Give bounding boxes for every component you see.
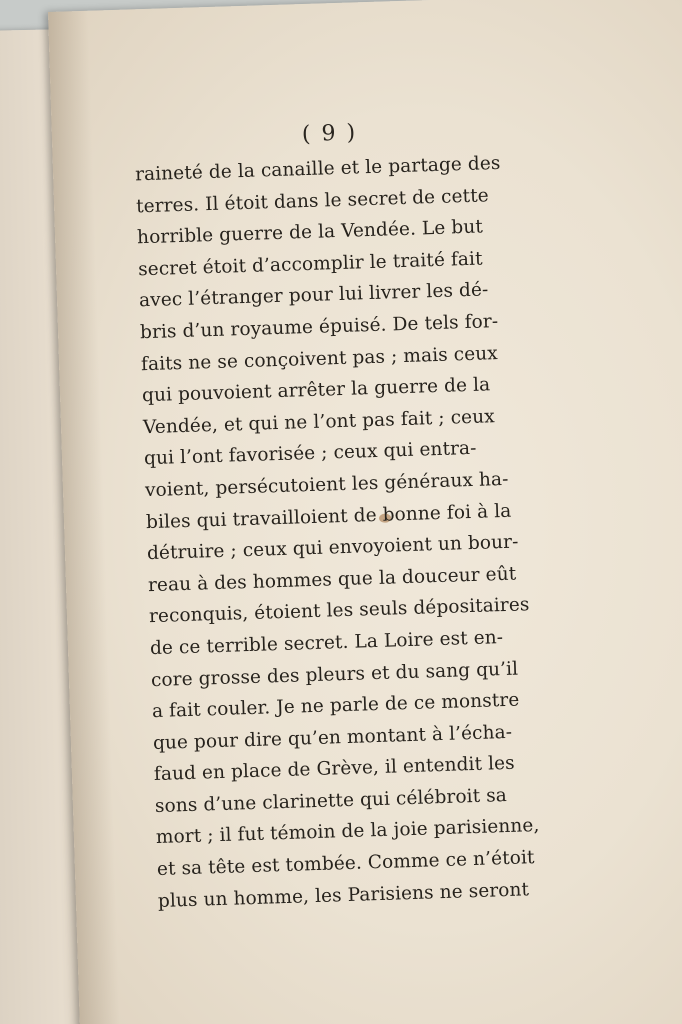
text-line: reau à des hommes que la douceur eût bbox=[147, 563, 517, 596]
text-line: et sa tête est tombée. Comme ce n’étoit bbox=[156, 847, 535, 881]
text-line: détruire ; ceux qui envoyoient un bour- bbox=[146, 531, 519, 565]
text-line: terres. Il étoit dans le secret de cette bbox=[135, 184, 490, 217]
text-line: secret étoit d’accomplir le traité fait bbox=[137, 248, 483, 281]
body-text bbox=[135, 146, 579, 917]
text-line: biles qui travailloient de bonne foi à la bbox=[145, 500, 512, 533]
text-line: bris d’un royaume épuisé. De tels for- bbox=[139, 310, 499, 344]
text-line: avec l’étranger pour lui livrer les dé- bbox=[138, 279, 489, 312]
text-line: faud en place de Grève, il entendit les bbox=[153, 752, 516, 786]
text-line: de ce terrible secret. La Loire est en- bbox=[149, 626, 504, 660]
text-line: plus un homme, les Parisiens ne seront bbox=[157, 878, 530, 912]
text-line: voient, persécutoient les généraux ha- bbox=[144, 468, 509, 502]
text-line: core grosse des pleurs et du sang qu’il bbox=[150, 658, 519, 691]
text-line: mort ; il fut témoin de la joie parisienne, bbox=[155, 815, 540, 849]
text-line: sons d’une clarinette qui célébroit sa bbox=[154, 784, 508, 817]
text-line: qui pouvoient arrêter la guerre de la bbox=[141, 374, 491, 407]
text-line: reconquis, étoient les seuls dépositaires bbox=[148, 594, 530, 628]
text-line: Vendée, et qui ne l’ont pas fait ; ceux bbox=[142, 405, 496, 438]
text-line: a fait couler. Je ne parle de ce monstre bbox=[151, 689, 520, 723]
text-line: faits ne se conçoivent pas ; mais ceux bbox=[140, 342, 499, 375]
text-line: qui l’ont favorisée ; ceux qui entra- bbox=[143, 438, 477, 470]
text-line: horrible guerre de la Vendée. Le but bbox=[136, 216, 484, 249]
text-line: que pour dire qu’en montant à l’écha- bbox=[152, 721, 513, 754]
page-number: ( 9 ) bbox=[301, 120, 358, 148]
right-page bbox=[48, 0, 682, 1024]
text-line: raineté de la canaille et le partage des bbox=[134, 152, 501, 186]
